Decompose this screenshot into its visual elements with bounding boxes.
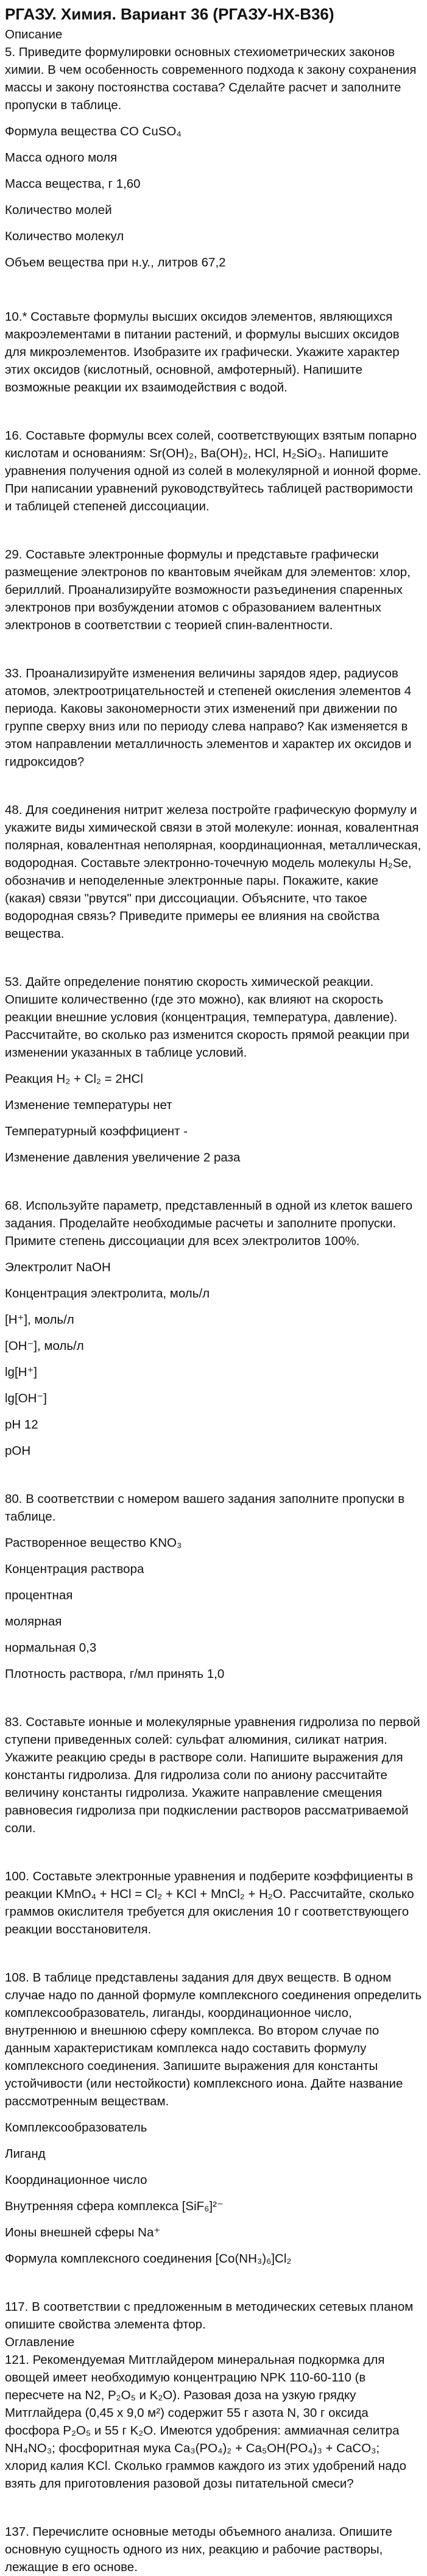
task-68-line: [OH⁻], моль/л <box>5 1339 84 1353</box>
task-108-text: 108. В таблице представлены задания для двух веществ. В одном случае надо по данной формуле комплексного соединения определить комплексообразователь, лиганды, координационное число, внутреннюю и внешнюю сферу комплекса. Во втором случае по данным характеристикам комплекса надо составить формулу комплексного соединения. Запишите выражения для константы устойчивости (или нестойкости) комплексного иона. Дайте название рассмотренным веществам. <box>5 1971 422 2108</box>
task-53-line: Температурный коэффициент - <box>5 1124 188 1138</box>
task-68-line: pH 12 <box>5 1418 38 1432</box>
task-137-text: 137. Перечислите основные методы объемного анализа. Опишите основную сущность одного из них, реакцию и рабочие растворы, лежащие в его основе. <box>5 2525 392 2574</box>
task-68-text: 68. Используйте параметр, представленный в одной из клеток вашего задания. Проделайте необходимые расчеты и заполните пропуски. Примите степень диссоциации для всех электролитов 100%. <box>5 1199 413 1248</box>
task-80-text: 80. В соответствии с номером вашего задания заполните пропуски в таблице. <box>5 1492 405 1524</box>
task-80-line: процентная <box>5 1588 73 1602</box>
task-53-text: 53. Дайте определение понятию скорость химической реакции. Опишите количественно (где это можно), как влияют на скорость реакции внешние условия (концентрация, температура, давление). Рассчитайте, во сколько раз изменится скорость прямой реакции при изменении указанных в таблице условий. <box>5 975 409 1060</box>
task-33-text: 33. Проанализируйте изменения величины зарядов ядер, радиусов атомов, электроотрицательностей и степеней окисления элементов 4 периода. Каковы закономерности этих изменений при движении по группе сверху вниз или по периоду слева направо? Как изменяется в этом направлении металличность элементов и характер их оксидов и гидроксидов? <box>5 666 412 769</box>
task-108-line: Внутренняя сфера комплекса [SiF₆]²⁻ <box>5 2199 224 2213</box>
task-68-line: Электролит NaOH <box>5 1260 111 1274</box>
contents-heading: Описание <box>5 27 63 41</box>
task-5-line: Формула вещества CO CuSO₄ <box>5 124 182 138</box>
task-83-text: 83. Составьте ионные и молекулярные уравнения гидролиза по первой ступени приведенных солей: сульфат алюминия, силикат натрия. Укажите реакцию среды в растворе соли. Напишите выражения для константы гидролиза. Для гидролиза соли по аниону рассчитайте величину константы гидролиза. Укажите направление смещения равновесия гидролиза при подкислении растворов рассматриваемой соли. <box>5 1715 420 1835</box>
task-68-line: lg[H⁺] <box>5 1365 37 1379</box>
task-5-line: Масса одного моля <box>5 151 118 165</box>
contents-footer-heading: Оглавление <box>5 2335 75 2349</box>
task-5-line: Количество молекул <box>5 229 124 243</box>
task-10-text: 10.* Составьте формулы высших оксидов элементов, являющихся макроэлементами в питании растений, и формулы высших оксидов для микроэлементов. Изобразите их графически. Укажите характер этих оксидов (кислотный, основной, амфотерный). Напишите возможные реакции их взаимодействия с водой. <box>5 310 400 394</box>
task-53-line: Реакция H₂ + Cl₂ = 2HCl <box>5 1072 143 1086</box>
task-80-line: Растворенное вещество KNO₃ <box>5 1536 182 1550</box>
task-121-text: 121. Рекомендуемая Митглайдером минеральная подкормка для овощей имеет необходимую концентрацию NPK 110-60-110 (в пересчете на N2, P₂O₅ и K₂O). Разовая доза на узкую грядку Митглайдера (0,45 х 9,0 м²) содержит 55 г азота N, 30 г оксида фосфора P₂O₅ и 55 г K₂O. Имеются удобрения: аммиачная селитра NH₄NO₃; фосфоритная мука Ca₃(PO₄)₂ + Ca₅OH(PO₄)₃ + CaCO₃; хлорид калия KCl. Сколько граммов каждого из этих удобрений надо взять для приготовления разовой дозы питательной смеси? <box>5 2353 406 2491</box>
task-5-text: 5. Приведите формулировки основных стехиометрических законов химии. В чем особенность современного подхода к закону сохранения массы и закону постоянства состава? Сделайте расчет и заполните пропуски в таблице. <box>5 45 417 112</box>
task-100-text: 100. Составьте электронные уравнения и подберите коэффициенты в реакции KMnO₄ + HCl = Cl₂ + KCl + MnCl₂ + H₂O. Рассчитайте, сколько граммов окислителя требуется для окисления 10 г соответствующего реакции восстановителя. <box>5 1869 414 1936</box>
task-108-line: Ионы внешней сферы Na⁺ <box>5 2225 161 2239</box>
task-80-line: Концентрация раствора <box>5 1562 144 1576</box>
task-80-line: молярная <box>5 1614 62 1629</box>
task-16-text: 16. Составьте формулы всех солей, соответствующих взятым попарно кислотам и основаниям: Sr(OH)₂, Ba(OH)₂, HCl, H₂SiO₃. Напишите уравнения получения одной из солей в молекулярной и ионной форме. При написании уравнений руководствуйтесь таблицей растворимости и таблицей степеней диссоциации. <box>5 429 422 513</box>
task-68-line: lg[OH⁻] <box>5 1391 47 1405</box>
task-48-text: 48. Для соединения нитрит железа постройте графическую формулу и укажите виды химической связи в этой молекуле: ионная, ковалентная полярная, ковалентная неполярная, координационная, металлическая, водородная. Составьте электронно-точечную модель молекулы H₂Se, обозначив и неподеленные электронные пары. Покажите, какие (какая) связи "рвутся" при диссоциации. Объясните, что такое водородная связь? Приведите примеры ее влияния на свойства вещества. <box>5 803 422 941</box>
task-108-line: Координационное число <box>5 2173 147 2187</box>
task-68-line: pOH <box>5 1444 31 1458</box>
page-title: РГАЗУ. Химия. Вариант 36 (РГАЗУ-НХ-В36) <box>5 5 334 23</box>
task-68-line: Концентрация электролита, моль/л <box>5 1286 210 1300</box>
task-68-line: [H⁺], моль/л <box>5 1313 74 1327</box>
task-5-line: Количество молей <box>5 203 112 217</box>
task-53-line: Изменение температуры нет <box>5 1098 172 1112</box>
task-5-line: Масса вещества, г 1,60 <box>5 177 141 191</box>
task-117-text: 117. В соответствии с предложенным в методических сетевых планом опишите свойства элемента фтор. <box>5 2300 414 2332</box>
task-108-line: Комплексообразователь <box>5 2121 147 2135</box>
task-80-line: Плотность раствора, г/мл принять 1,0 <box>5 1667 225 1681</box>
task-108-line: Лиганд <box>5 2147 46 2161</box>
task-53-line: Изменение давления увеличение 2 раза <box>5 1151 241 1165</box>
task-108-line: Формула комплексного соединения [Co(NH₃)₆]Cl₂ <box>5 2252 292 2266</box>
task-80-line: нормальная 0,3 <box>5 1641 97 1655</box>
task-29-text: 29. Составьте электронные формулы и представьте графически размещение электронов по квантовым ячейкам для элементов: хлор, бериллий. Проанализируйте возможности разъединения спаренных электронов при возбуждении атомов с образованием валентных электронов в соответствии с теорией спин-валентности. <box>5 548 411 632</box>
task-5-line: Объем вещества при н.у., литров 67,2 <box>5 255 226 269</box>
